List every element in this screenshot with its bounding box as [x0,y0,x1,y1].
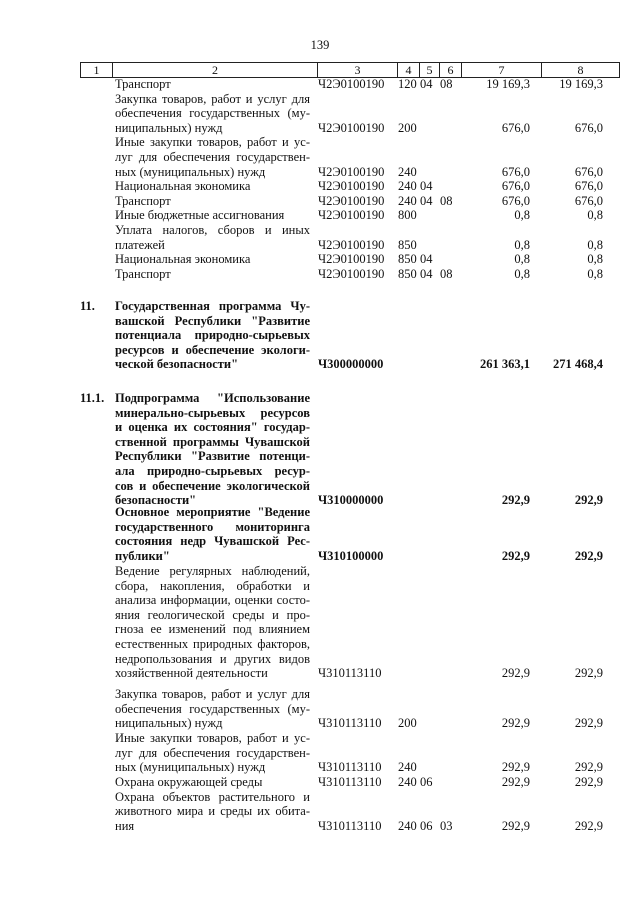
row-name-line: сбора, накопления, обработки и [115,578,310,593]
expense-type: 200 [398,716,417,731]
expense-type: 120 [398,77,417,91]
table-header [80,62,620,78]
amount-year-2: 0,8 [587,266,603,281]
section-code: 04 [420,193,433,208]
row-name-line: обеспечения государственных (му- [115,701,310,716]
amount-year-1: 292,9 [501,716,530,731]
section-code: 04 [420,266,433,281]
section-code: 04 [420,179,433,194]
target-code: Ч310113110 [318,818,382,833]
row-name-line: обеспечения государственных (му- [115,106,310,121]
row-name-line: хозяйственной деятельности [115,666,268,681]
amount-year-2: 292,9 [574,775,603,789]
amount-year-1: 292,9 [501,493,530,508]
section-code: 06 [420,775,433,789]
row-name [115,564,310,681]
row-name-line: естественных природных факторов, [115,636,310,651]
amount-year-2: 292,9 [574,818,603,833]
amount-year-1: 676,0 [501,179,530,194]
row-name-line: Подпрограмма "Использование [115,391,310,405]
row-name [115,179,310,194]
row-name-line: гноза ее изменений под влиянием [115,622,310,637]
expense-type: 800 [398,208,417,223]
column-header-5: 5 [419,63,439,77]
subsection-code: 08 [440,266,453,281]
row-name-line: вашской Республики "Развитие [115,313,310,328]
row-name [115,505,310,563]
row-name-line: Иные закупки товаров, работ и ус- [115,731,310,745]
amount-year-2: 292,9 [574,493,603,508]
target-code: Ч2Э0100190 [318,164,385,179]
row-number: 11. [80,299,95,313]
row-name [115,731,310,775]
target-code: Ч2Э0100190 [318,120,385,135]
column-header-6: 6 [439,63,461,77]
amount-year-1: 0,8 [514,266,530,281]
row-name [115,687,310,731]
target-code: Ч2Э0100190 [318,77,385,91]
row-name-line: Транспорт [115,77,171,91]
target-code: Ч2Э0100190 [318,193,385,208]
row-name-line: Охрана окружающей среды [115,775,263,789]
amount-year-1: 292,9 [501,760,530,775]
subsection-code: 08 [440,193,453,208]
row-name-line: Транспорт [115,193,171,208]
amount-year-1: 19 169,3 [486,77,530,91]
row-name-line: Закупка товаров, работ и услуг для [115,91,310,106]
amount-year-1: 676,0 [501,164,530,179]
section-code: 04 [420,77,433,91]
amount-year-1: 0,8 [514,252,530,267]
section-code: 04 [420,252,433,267]
amount-year-1: 676,0 [501,193,530,208]
row-name-line: ниципальных) нужд [115,120,223,135]
row-name-line: ресурсов и обеспечение экологи- [115,342,310,357]
amount-year-2: 0,8 [587,208,603,223]
row-name [115,194,310,209]
row-name-line: Государственная программа Чу- [115,299,310,313]
row-name [115,252,310,267]
row-name-line: луг для обеспечения государствен- [115,745,310,760]
row-name-line: платежей [115,237,165,252]
column-header-3: 3 [317,63,397,77]
amount-year-2: 19 169,3 [559,77,603,91]
target-code: Ч300000000 [318,357,384,372]
row-name-line: ниципальных) нужд [115,716,223,731]
column-header-7: 7 [461,63,541,77]
target-code: Ч2Э0100190 [318,252,385,267]
row-name-line: государственного мониторинга [115,519,310,534]
row-name-line: Уплата налогов, сборов и иных [115,223,310,237]
target-code: Ч310113110 [318,775,382,789]
expense-type: 850 [398,266,417,281]
row-name [115,77,310,92]
expense-type: 240 [398,818,417,833]
target-code: Ч2Э0100190 [318,237,385,252]
target-code: Ч2Э0100190 [318,179,385,194]
amount-year-2: 292,9 [574,760,603,775]
row-name-line: ала природно-сырьевых ресур- [115,463,310,478]
expense-type: 240 [398,775,417,789]
amount-year-2: 292,9 [574,716,603,731]
expense-type: 850 [398,237,417,252]
amount-year-2: 0,8 [587,237,603,252]
row-name [115,208,310,223]
row-name-line: недропользования и других видов [115,651,310,666]
row-name [115,299,310,372]
amount-year-2: 0,8 [587,252,603,267]
amount-year-1: 292,9 [501,818,530,833]
page-number: 139 [310,38,330,52]
amount-year-2: 292,9 [574,548,603,563]
row-name-line: минерально-сырьевых ресурсов [115,405,310,420]
target-code: Ч310100000 [318,548,384,563]
row-name [115,775,310,790]
row-number: 11.1. [80,391,105,405]
expense-type: 240 [398,179,417,194]
target-code: Ч2Э0100190 [318,266,385,281]
row-name-line: Иные бюджетные ассигнования [115,208,285,223]
row-name-line: луг для обеспечения государствен- [115,149,310,164]
row-name [115,391,310,508]
row-name-line: ния [115,818,135,833]
amount-year-1: 0,8 [514,208,530,223]
expense-type: 240 [398,164,417,179]
row-name-line: Иные закупки товаров, работ и ус- [115,135,310,150]
row-name-line: ческой безопасности" [115,357,239,372]
row-name [115,92,310,136]
row-name-line: ных (муниципальных) нужд [115,164,266,179]
row-name-line: Республики "Развитие потенци- [115,449,310,464]
row-name-line: Национальная экономика [115,252,251,267]
target-code: Ч2Э0100190 [318,208,385,223]
amount-year-2: 676,0 [574,179,603,194]
amount-year-1: 292,9 [501,548,530,563]
row-name-line: анализа информации, оценки состо- [115,593,310,608]
amount-year-2: 292,9 [574,666,603,681]
amount-year-2: 271 468,4 [553,357,603,372]
column-header-8: 8 [541,63,620,77]
amount-year-1: 676,0 [501,120,530,135]
amount-year-1: 292,9 [501,666,530,681]
row-name-line: сов и обеспечение экологической [115,478,310,493]
target-code: Ч310113110 [318,716,382,731]
subsection-code: 08 [440,77,453,91]
column-header-2: 2 [112,63,317,77]
row-name-line: ственной программы Чувашской [115,434,310,449]
expense-type: 200 [398,120,417,135]
row-name [115,790,310,834]
target-code: Ч310000000 [318,493,384,508]
row-name [115,135,310,179]
row-name-line: публики" [115,548,170,563]
row-name-line: состояния недр Чувашской Рес- [115,534,310,549]
row-name-line: Национальная экономика [115,179,251,194]
expense-type: 850 [398,252,417,267]
row-name-line: Основное мероприятие "Ведение [115,505,310,519]
amount-year-1: 261 363,1 [480,357,530,372]
target-code: Ч310113110 [318,666,382,681]
row-name-line: Охрана объектов растительного и [115,789,310,804]
column-header-4: 4 [397,63,419,77]
amount-year-2: 676,0 [574,120,603,135]
row-name-line: потенциала природно-сырьевых [115,328,310,343]
amount-year-1: 292,9 [501,775,530,789]
row-name-line: Транспорт [115,266,171,281]
row-name-line: Закупка товаров, работ и услуг для [115,687,310,701]
column-header-1: 1 [80,63,112,77]
amount-year-2: 676,0 [574,164,603,179]
row-name-line: безопасности" [115,493,197,508]
expense-type: 240 [398,193,417,208]
amount-year-2: 676,0 [574,193,603,208]
target-code: Ч310113110 [318,760,382,775]
expense-type: 240 [398,760,417,775]
amount-year-1: 0,8 [514,237,530,252]
section-code: 06 [420,818,433,833]
row-name-line: ных (муниципальных) нужд [115,760,266,775]
row-name-line: и оценка их состояния" государ- [115,420,310,435]
subsection-code: 03 [440,818,453,833]
row-name [115,223,310,252]
row-name-line: яния геологической среды и про- [115,607,310,622]
row-name-line: Ведение регулярных наблюдений, [115,564,310,578]
row-name [115,267,310,282]
row-name-line: животного мира и среды их обита- [115,804,310,819]
